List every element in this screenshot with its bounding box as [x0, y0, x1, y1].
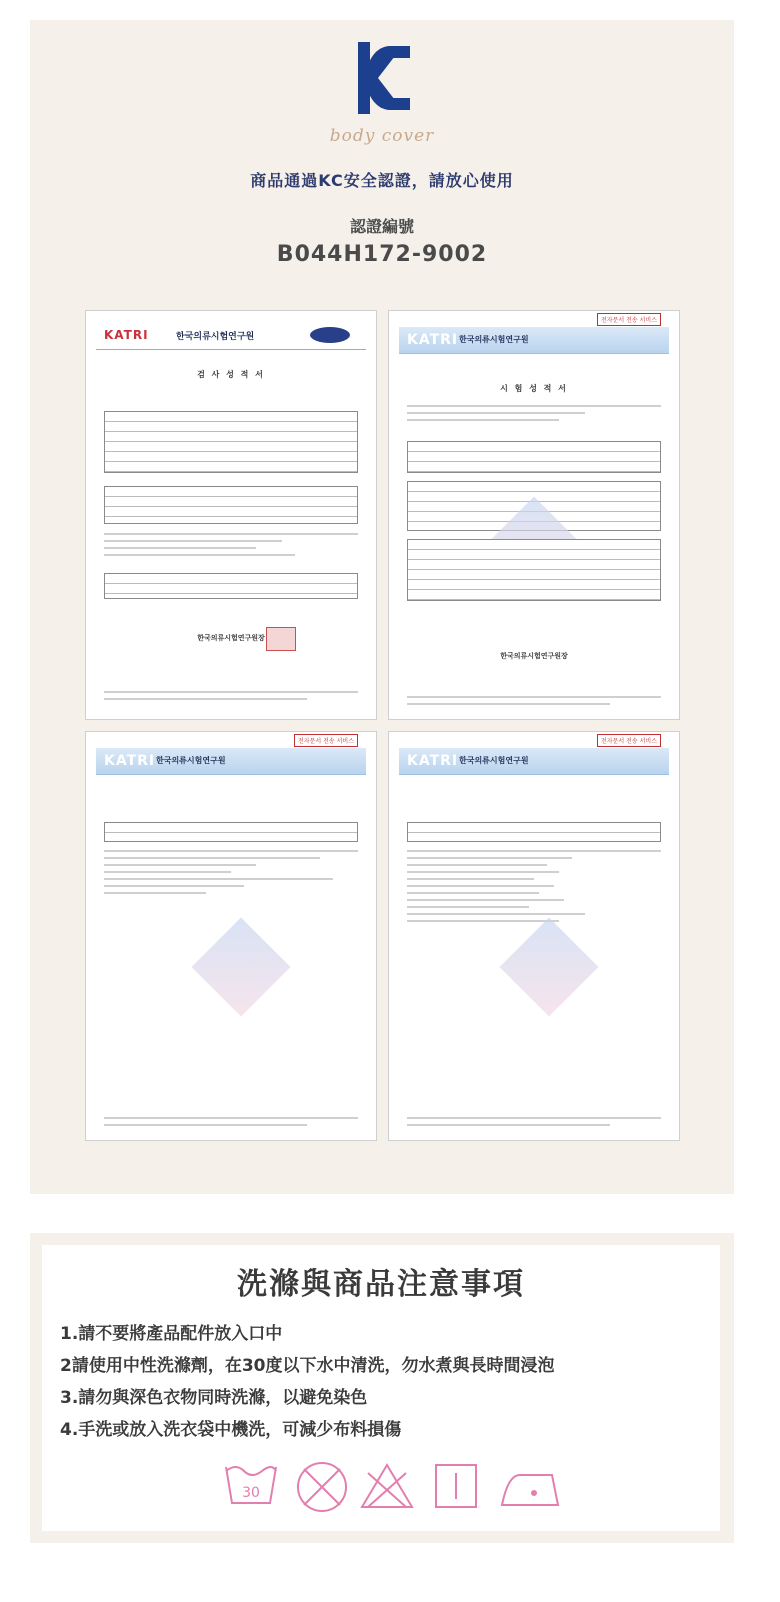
no-bleach-icon [362, 1465, 412, 1507]
certification-number: B044H172-9002 [276, 242, 488, 267]
kolas-badge [310, 327, 350, 343]
katri-logo: KATRI [104, 328, 149, 342]
care-note-4: 4.手洗或放入洗衣袋中機洗，可減少布料損傷 [60, 1420, 402, 1440]
certification-number-label: 認證編號 [349, 217, 414, 236]
care-title: 洗滌與商品注意事項 [237, 1267, 525, 1302]
kc-mark-logo [356, 38, 412, 118]
wash-temp-label: 30 [242, 1485, 260, 1501]
e-document-stamp: 전자문서 전송 서비스 [294, 734, 358, 747]
test-report-scan-1 [388, 310, 680, 720]
no-tumble-dry-icon [298, 1463, 346, 1511]
certification-section [30, 20, 734, 1194]
care-note-2: 2請使用中性洗滌劑，在30度以下水中清洗，勿水煮與長時間浸泡 [60, 1356, 555, 1376]
e-document-stamp: 전자문서 전송 서비스 [597, 313, 661, 326]
institute-name: 한국의류시험연구원 [176, 332, 255, 342]
iron-low-icon [502, 1475, 558, 1505]
katri-logo: KATRI [407, 332, 459, 348]
brand-script-name: body cover [329, 126, 435, 146]
test-report-scan-2 [85, 731, 377, 1141]
institute-name: 한국의류시험연구원 [459, 335, 529, 344]
document-footer-name: 한국의류시험연구원장 [500, 652, 568, 660]
care-symbols [222, 1457, 562, 1517]
katri-logo: KATRI [104, 753, 156, 769]
e-document-stamp: 전자문서 전송 서비스 [597, 734, 661, 747]
document-title: 시 험 성 적 서 [500, 384, 568, 393]
katri-logo: KATRI [407, 753, 459, 769]
document-footer-name: 한국의류시험연구원장 [197, 634, 265, 642]
care-note-3: 3.請勿與深色衣物同時洗滌，以避免染色 [60, 1388, 368, 1408]
seal-stamp [266, 627, 296, 651]
line-dry-icon [436, 1465, 476, 1507]
care-panel [42, 1245, 720, 1531]
document-title: 검 사 성 적 서 [197, 370, 265, 379]
inspection-report-scan [85, 310, 377, 720]
test-report-scan-3 [388, 731, 680, 1141]
kc-headline: 商品通過KC安全認證，請放心使用 [250, 171, 514, 190]
care-note-1: 1.請不要將產品配件放入口中 [60, 1324, 283, 1344]
institute-name: 한국의류시험연구원 [459, 756, 529, 765]
institute-name: 한국의류시험연구원 [156, 756, 226, 765]
